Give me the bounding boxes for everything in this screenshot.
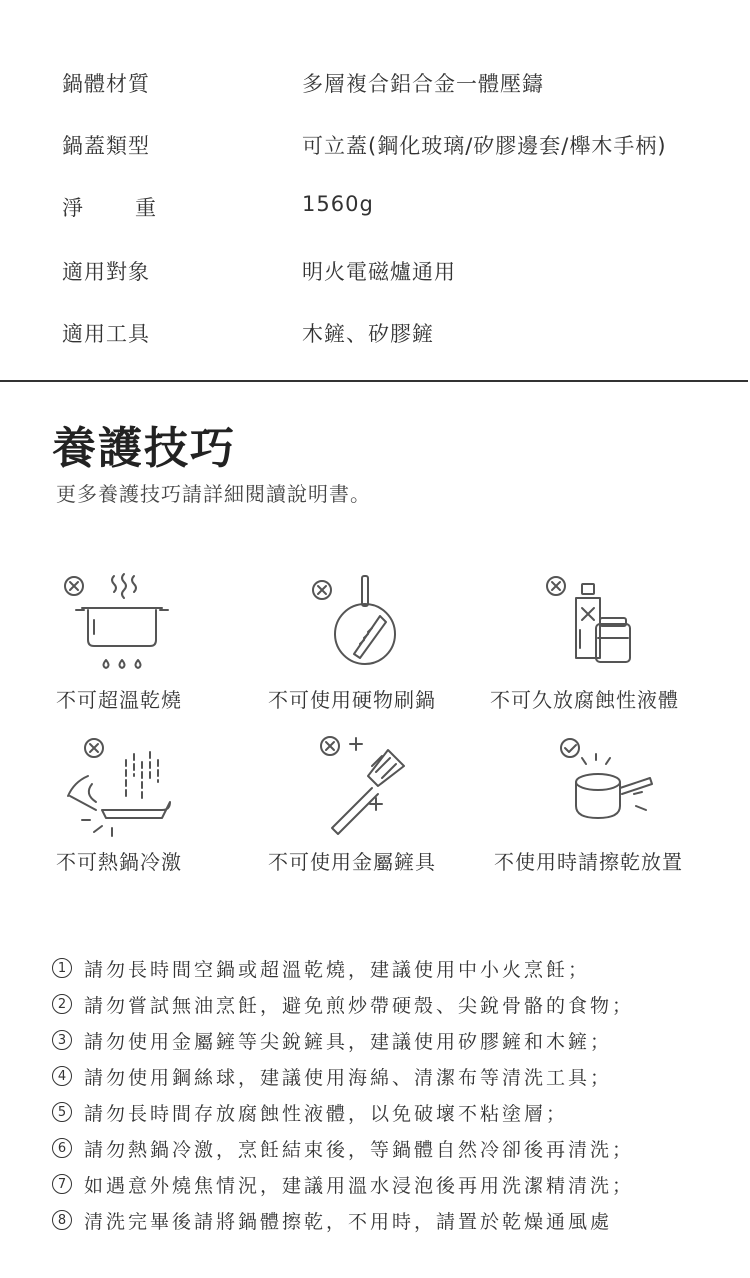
tip-number: 7 (52, 1174, 72, 1194)
pot-steam-flame-icon (62, 568, 172, 678)
list-item (52, 1058, 732, 1094)
spec-value: 木鏟、矽膠鏟 (302, 322, 434, 346)
tip-number: 1 (52, 958, 72, 978)
spec-row-lid (0, 124, 750, 164)
spec-label-part: 淨 (62, 196, 83, 220)
tip-text: 清洗完畢後請將鍋體擦乾，不用時，請置於乾燥通風處 (84, 1210, 613, 1233)
spec-row-compatible (0, 250, 750, 290)
icon-label: 不可熱鍋冷激 (56, 850, 182, 874)
tip-text: 請勿長時間存放腐蝕性液體，以免破壞不粘塗層； (84, 1102, 569, 1125)
spec-value: 明火電磁爐通用 (302, 260, 456, 284)
tip-text: 請勿使用鋼絲球，建議使用海綿、清潔布等清洗工具； (84, 1066, 613, 1089)
list-item (52, 1130, 732, 1166)
spec-value: 1560g (302, 192, 374, 216)
care-subtitle: 更多養護技巧請詳細閱讀說明書。 (56, 482, 371, 506)
care-title: 養護技巧 (52, 423, 236, 474)
list-item (52, 1094, 732, 1130)
list-item (52, 950, 732, 986)
tip-number: 8 (52, 1210, 72, 1230)
list-item (52, 1022, 732, 1058)
tip-number: 2 (52, 994, 72, 1014)
icon-label: 不可超溫乾燒 (56, 688, 182, 712)
tip-text: 請勿熱鍋冷激，烹飪結束後，等鍋體自然冷卻後再清洗； (84, 1138, 635, 1161)
list-item (52, 1166, 732, 1202)
icon-label: 不可使用硬物刷鍋 (268, 688, 436, 712)
spec-label-part: 重 (135, 196, 156, 220)
spec-label (62, 192, 156, 222)
hot-pan-water-icon (62, 732, 172, 842)
icon-label: 不可久放腐蝕性液體 (490, 688, 679, 712)
pan-scrub-brush-icon (302, 568, 412, 678)
spec-label: 鍋體材質 (62, 72, 150, 96)
spec-value: 可立蓋(鋼化玻璃/矽膠邊套/櫸木手柄) (302, 134, 667, 158)
tip-number: 4 (52, 1066, 72, 1086)
icon-label: 不可使用金屬鏟具 (268, 850, 436, 874)
chemical-bottle-icon (536, 568, 646, 678)
tip-text: 請勿嘗試無油烹飪，避免煎炒帶硬殼、尖銳骨骼的食物； (84, 994, 635, 1017)
spec-row-tools (0, 312, 750, 352)
care-tips-list (52, 950, 732, 1238)
icon-label: 不使用時請擦乾放置 (494, 850, 683, 874)
tip-number: 3 (52, 1030, 72, 1050)
tip-number: 5 (52, 1102, 72, 1122)
spec-label: 鍋蓋類型 (62, 134, 150, 158)
list-item (52, 1202, 732, 1238)
spec-value: 多層複合鋁合金一體壓鑄 (302, 72, 544, 96)
dry-saucepan-icon (550, 732, 660, 842)
tip-number: 6 (52, 1138, 72, 1158)
list-item (52, 986, 732, 1022)
spec-label: 適用對象 (62, 260, 150, 284)
metal-spatula-icon (312, 732, 422, 842)
spec-row-weight (0, 186, 750, 226)
spec-row-material (0, 62, 750, 102)
tip-text: 請勿使用金屬鏟等尖銳鏟具，建議使用矽膠鏟和木鏟； (84, 1030, 613, 1053)
section-divider (0, 380, 748, 382)
spec-label: 適用工具 (62, 322, 150, 346)
tip-text: 請勿長時間空鍋或超溫乾燒，建議使用中小火烹飪； (84, 958, 591, 981)
tip-text: 如遇意外燒焦情況，建議用溫水浸泡後再用洗潔精清洗； (84, 1174, 635, 1197)
